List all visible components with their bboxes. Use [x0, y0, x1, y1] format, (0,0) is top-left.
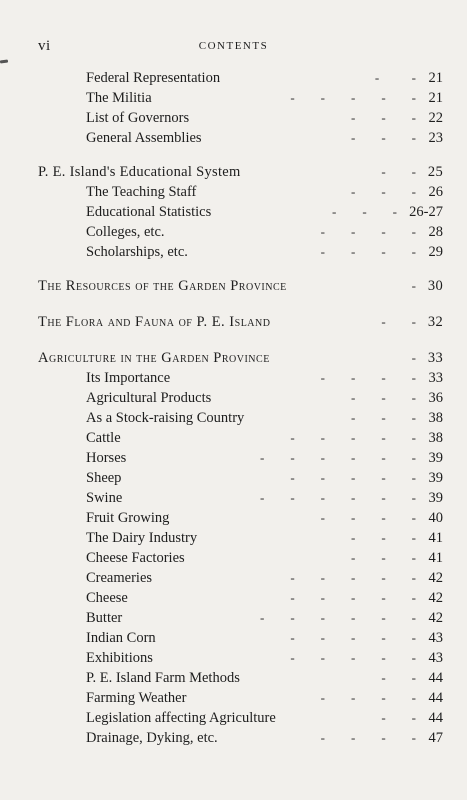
toc-page-number: 39: [428, 490, 443, 506]
toc-entry: [86, 668, 467, 688]
toc-entry-title: Fruit Growing: [86, 510, 170, 526]
toc-entry: [86, 108, 467, 128]
page-number: vi: [38, 38, 51, 54]
toc-entry-title: Cattle: [86, 430, 121, 446]
leader-dashes: - - - -: [320, 730, 416, 745]
leader-dashes: - - - - -: [290, 430, 416, 445]
toc-page-number: 22: [428, 110, 443, 126]
leader-dashes: -: [411, 350, 416, 365]
toc-page-number: 39: [428, 450, 443, 466]
toc-entry: [38, 276, 467, 296]
toc-entry: [86, 68, 467, 88]
running-head: CONTENTS: [198, 40, 269, 52]
leader-dashes: - - - - -: [290, 570, 416, 585]
toc-page-number: 26-27: [409, 204, 443, 220]
toc-entry: [86, 708, 467, 728]
toc-entry-title: Farming Weather: [86, 690, 187, 706]
toc-entry-title: Scholarships, etc.: [86, 244, 188, 260]
leader-dashes: - - - -: [320, 370, 416, 385]
toc-entry-title: Agricultural Products: [86, 390, 212, 406]
leader-dashes: - - - - -: [290, 590, 416, 605]
leader-dashes: -: [411, 278, 416, 293]
toc-entry: [86, 608, 467, 628]
toc-entry: [86, 408, 467, 428]
toc-entry: [86, 202, 467, 222]
toc-entry: [86, 628, 467, 648]
toc-entry-title: Agriculture in the Garden Province: [38, 350, 270, 366]
leader-dashes: - -: [381, 670, 416, 685]
toc-entry: [86, 368, 467, 388]
toc-entry: [38, 312, 467, 332]
toc-entry: [86, 88, 467, 108]
toc-entry-title: The Resources of the Garden Province: [38, 278, 287, 294]
leader-dashes: - -: [381, 164, 416, 179]
toc-entry: [86, 388, 467, 408]
toc-entry: [86, 528, 467, 548]
toc-page-number: 38: [428, 430, 443, 446]
margin-mark: [0, 59, 8, 63]
toc-entry-title: Cheese Factories: [86, 550, 185, 566]
leader-dashes: - - - - - -: [260, 610, 416, 625]
toc-page-number: 25: [427, 164, 443, 180]
leader-dashes: - - - - -: [290, 90, 416, 105]
toc-entry-title: Educational Statistics: [86, 204, 212, 220]
toc-entry: [86, 128, 467, 148]
toc-entry: [86, 242, 467, 262]
toc-entry: [86, 548, 467, 568]
toc-page-number: 42: [428, 590, 443, 606]
leader-dashes: - - -: [351, 550, 416, 565]
toc-entry-title: Drainage, Dyking, etc.: [86, 730, 218, 746]
toc-entry-title: Swine: [86, 490, 123, 506]
toc-entry-title: Sheep: [86, 470, 122, 486]
toc-page-number: 38: [428, 410, 443, 426]
toc-page-number: 47: [428, 730, 443, 746]
toc-entry: [86, 688, 467, 708]
toc-entry-title: Butter: [86, 610, 123, 626]
toc-page-number: 32: [427, 314, 443, 330]
leader-dashes: - - - - -: [290, 470, 416, 485]
leader-dashes: - -: [374, 70, 416, 85]
toc-page-number: 43: [428, 630, 443, 646]
leader-dashes: - - - - -: [290, 650, 416, 665]
toc-entry-title: The Flora and Fauna of P. E. Island: [38, 314, 271, 330]
toc-entry-title: Horses: [86, 450, 127, 466]
leader-dashes: - - - - - -: [260, 450, 416, 465]
toc-entry: [38, 162, 467, 182]
toc-entry: [86, 568, 467, 588]
toc-page-number: 40: [428, 510, 443, 526]
leader-dashes: - - -: [332, 204, 397, 219]
leader-dashes: - - - -: [320, 690, 416, 705]
toc-entry-title: Its Importance: [86, 370, 171, 386]
page-header: [38, 38, 429, 56]
toc-page-number: 36: [428, 390, 443, 406]
leader-dashes: - - -: [351, 390, 416, 405]
leader-dashes: - - -: [351, 130, 416, 145]
toc-page-number: 41: [428, 550, 443, 566]
leader-dashes: - - -: [351, 184, 416, 199]
leader-dashes: - - -: [351, 530, 416, 545]
leader-dashes: - - - - -: [290, 630, 416, 645]
toc-entry-title: Legislation affecting Agriculture: [86, 710, 276, 726]
toc-entry-title: The Teaching Staff: [86, 184, 197, 200]
leader-dashes: - - - -: [320, 244, 416, 259]
toc-page-number: 44: [428, 710, 443, 726]
toc-page-number: 41: [428, 530, 443, 546]
toc-page-number: 44: [428, 670, 443, 686]
toc-page-number: 30: [427, 278, 443, 294]
toc-entry: [86, 428, 467, 448]
toc-page-number: 39: [428, 470, 443, 486]
leader-dashes: - - -: [351, 110, 416, 125]
toc-entry: [86, 728, 467, 748]
toc-page-number: 21: [428, 90, 443, 106]
toc-page-number: 44: [428, 690, 443, 706]
toc-entry: [38, 348, 467, 368]
toc-entry: [86, 488, 467, 508]
toc-page-number: 28: [428, 224, 443, 240]
toc-entry-title: P. E. Island Farm Methods: [86, 670, 240, 686]
toc-entry: [86, 588, 467, 608]
toc-entry-title: The Dairy Industry: [86, 530, 198, 546]
leader-dashes: - -: [381, 314, 416, 329]
toc-page-number: 21: [428, 70, 443, 86]
toc-page-number: 29: [428, 244, 443, 260]
leader-dashes: - - - -: [320, 224, 416, 239]
toc-page-number: 42: [428, 570, 443, 586]
toc-entry-title: P. E. Island's Educational System: [38, 164, 241, 180]
toc-page-number: 33: [427, 350, 443, 366]
toc-entry: [86, 448, 467, 468]
toc-page-number: 33: [428, 370, 443, 386]
toc-entry: [86, 648, 467, 668]
toc-entry-title: List of Governors: [86, 110, 190, 126]
toc-entry-title: Exhibitions: [86, 650, 153, 666]
toc-entry-title: Cheese: [86, 590, 128, 606]
toc-entry: [86, 508, 467, 528]
toc-entry-title: Colleges, etc.: [86, 224, 165, 240]
toc-page-number: 23: [428, 130, 443, 146]
toc-entry: [86, 182, 467, 202]
toc-entry-title: Indian Corn: [86, 630, 156, 646]
toc-entry-title: Federal Representation: [86, 70, 221, 86]
toc-entry: [86, 468, 467, 488]
toc-entry-title: Creameries: [86, 570, 153, 586]
toc-page-number: 26: [428, 184, 443, 200]
toc-entry-title: The Militia: [86, 90, 152, 106]
toc-page-number: 43: [428, 650, 443, 666]
toc-page-number: 42: [428, 610, 443, 626]
leader-dashes: - -: [381, 710, 416, 725]
toc-entry-title: As a Stock-raising Country: [86, 410, 245, 426]
leader-dashes: - - -: [351, 410, 416, 425]
leader-dashes: - - - -: [320, 510, 416, 525]
toc-entry-title: General Assemblies: [86, 130, 202, 146]
toc-entry: [86, 222, 467, 242]
leader-dashes: - - - - - -: [260, 490, 416, 505]
